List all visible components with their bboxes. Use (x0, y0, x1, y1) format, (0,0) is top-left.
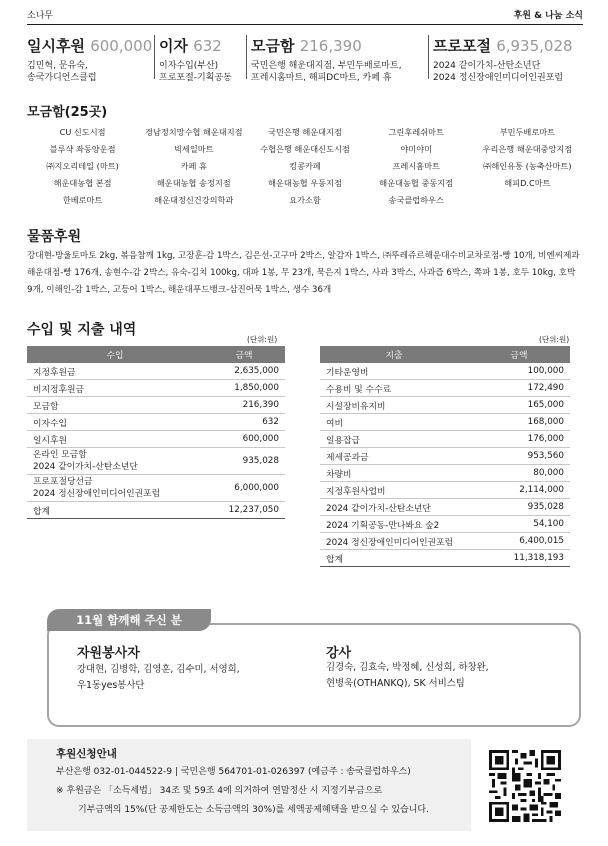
places-grid (27, 125, 583, 208)
table-row (27, 380, 285, 397)
place-item: 그린후레쉬마트 (388, 127, 444, 137)
place-item: 해운대농협 본점 (53, 178, 112, 188)
table-row (320, 448, 570, 465)
row-amount: 165,000 (468, 397, 570, 414)
volunteers-line: 우1동yes봉사단 (77, 680, 145, 691)
row-item-line: 온라인 모금함 (33, 450, 87, 460)
summary-line: 2024 같이가치-산탄소년단 (433, 61, 541, 71)
summary-line: 송국가디언스클럽 (27, 73, 97, 83)
place-item: 해운대정신건강의학과 (154, 195, 234, 205)
summary-amount: 216,390 (299, 37, 362, 55)
row-item-line: 2024 같이가치-산탄소년단 (33, 462, 138, 472)
total-label: 합계 (320, 550, 468, 567)
income-header-item: 수입 (27, 346, 203, 363)
table-row (320, 431, 570, 448)
row-item: 모금함 (27, 397, 203, 414)
lecturers-line: 김경숙, 김효숙, 박정혜, 신성희, 하창완, (326, 662, 489, 673)
table-row (320, 363, 570, 380)
summary-divider (428, 35, 429, 79)
row-item: 이자수입 (27, 414, 203, 431)
lecturers-title: 강사 (326, 646, 352, 661)
total-row (27, 502, 285, 519)
section-label: 소나무 (27, 11, 54, 21)
summary-proposal (433, 35, 573, 84)
row-amount: 54,100 (468, 516, 570, 533)
total-row (320, 550, 570, 567)
row-item: 차량비 (320, 465, 468, 482)
row-item: 2024 같이가치-산탄소년단 (320, 499, 468, 516)
table-row (320, 414, 570, 431)
summary-interest (159, 35, 232, 84)
row-item: 2024 정신장애인미디어인권포럼 (320, 533, 468, 550)
income-header-amount: 금액 (203, 346, 285, 363)
row-amount: 632 (203, 414, 285, 431)
row-item-line: 프로포절당선금 (33, 477, 93, 487)
goods-text: 강대현-방울토마토 2kg, 볶음참깨 1kg, 고장훈-감 1박스, 김은선-고구마 2박스, 알감자 1박스, ㈜뚜레쥬르해운대수비교차로점-빵 10개, 비엔씨제과해운대점-빵 176개, 송현수-감 2박스, 유숙-김치 100kg, 대파 1봉, 무 23개, 묵은지 1박스, 사과 3박스, 사과즙 6박스, 쪽파 1봉, 호두 10kg, 호박 9개, 이해인-감 1박스, 고등어 1박스, 해운대푸드뱅크-삼진어묵 1박스, 생수 36개 (27, 251, 580, 295)
place-item: 킹콩카페 (289, 161, 321, 171)
place-item: 블루샥 좌동양운점 (49, 144, 116, 154)
place-item: 송국클럽하우스 (388, 195, 444, 205)
place-item: 요가소함 (289, 195, 321, 205)
unit-label: (단위:원) (539, 335, 570, 344)
application-account: 부산은행 032-01-044522-9 | 국민은행 564701-01-026397 (예금주 : 송국클럽하우스) (56, 767, 411, 777)
summary-line: 국민은행 해운대지점, 부민두배로마트, (251, 61, 402, 71)
summary-line: 프레시홈마트, 해피DC마트, 카페 휴 (251, 73, 392, 83)
summary-onetime (27, 35, 152, 84)
row-item: 제세공과금 (320, 448, 468, 465)
row-amount: 172,490 (468, 380, 570, 397)
lecturers-line: 현병욱(OTHANKQ), SK 서비스팀 (326, 678, 465, 689)
place-item: 야미야미 (400, 144, 433, 154)
lecturers-list (326, 660, 489, 692)
row-amount: 2,114,000 (468, 482, 570, 499)
summary-amount: 600,000 (90, 37, 153, 55)
table-row (27, 363, 285, 380)
goods-title: 물품후원 (27, 229, 82, 245)
application-note: 기부금액의 15%(단 공제한도는 소득금액의 30%)를 세액공제혜택을 받으실 수 있습니다. (78, 805, 429, 815)
row-amount: 100,000 (468, 363, 570, 380)
row-amount: 168,000 (468, 414, 570, 431)
place-item: 부민두배로마트 (499, 127, 556, 137)
place-item: 경남정치망수협 해운대지점 (145, 127, 243, 137)
row-amount: 1,850,000 (203, 380, 285, 397)
place-item: 빅세일마트 (174, 144, 214, 154)
row-item: 시설장비유지비 (320, 397, 468, 414)
row-amount: 935,028 (468, 499, 570, 516)
summary-line: 김민혁, 문유숙, (27, 61, 88, 71)
summary-divider (154, 35, 155, 79)
row-amount: 216,390 (203, 397, 285, 414)
place-item: 국민은행 해운대지점 (268, 127, 342, 137)
header-divider (27, 24, 583, 25)
place-item: 해운대농협 송정지점 (156, 178, 231, 188)
summary-line: 이자수입(부산) (159, 61, 219, 71)
row-item (27, 448, 203, 475)
place-item: CU 신도시점 (59, 127, 106, 137)
summary-amount: 6,935,028 (496, 37, 573, 55)
place-item: ㈜지오리테일 (마트) (46, 161, 119, 171)
total-label: 합계 (27, 502, 203, 519)
summary-title: 모금함 (251, 37, 295, 55)
summary-divider (246, 35, 247, 79)
total-amount: 12,237,050 (203, 502, 285, 519)
row-item-line: 2024 정신장애인미디어인권포럼 (33, 489, 161, 499)
place-item: 해피D.C마트 (504, 178, 551, 188)
place-item: 카페 휴 (180, 161, 207, 171)
section-category: 후원 & 나눔 소식 (513, 11, 583, 21)
volunteers-line: 강대현, 김병학, 김영훈, 김수미, 서영희, (77, 664, 240, 675)
row-item: 비지정후원금 (27, 380, 203, 397)
row-item: 일용잡급 (320, 431, 468, 448)
row-item: 기타운영비 (320, 363, 468, 380)
row-item: 수용비 및 수수료 (320, 380, 468, 397)
table-row (320, 533, 570, 550)
row-item: 지정후원금 (27, 363, 203, 380)
finance-title: 수입 및 지출 내역 (27, 322, 137, 338)
table-row (320, 516, 570, 533)
table-row (27, 397, 285, 414)
summary-line: 2024 정신장애인미디어인권포럼 (433, 73, 564, 83)
table-row (27, 414, 285, 431)
row-amount: 2,635,000 (203, 363, 285, 380)
row-item: 일시후원 (27, 431, 203, 448)
summary-amount: 632 (193, 37, 222, 55)
income-table (27, 346, 285, 519)
row-amount: 953,560 (468, 448, 570, 465)
row-amount: 6,000,000 (203, 475, 285, 502)
place-item (472, 193, 583, 208)
row-amount: 600,000 (203, 431, 285, 448)
summary-title: 이자 (159, 37, 188, 55)
table-row (27, 475, 285, 502)
row-amount: 176,000 (468, 431, 570, 448)
application-title: 후원신청안내 (56, 748, 117, 760)
place-item: 우리은행 해운대중앙지점 (482, 144, 573, 154)
qr-code-icon[interactable] (489, 750, 561, 822)
summary-line: 프로포절-기획공동 (159, 73, 232, 83)
unit-label: (단위:원) (247, 335, 278, 344)
place-item: 수협은행 해운대신도시점 (260, 144, 350, 154)
summary-title: 일시후원 (27, 37, 85, 55)
place-item: ㈜해인유통 (농축산마트) (483, 161, 572, 171)
summary-title: 프로포절 (433, 37, 491, 55)
volunteers-title: 자원봉사자 (77, 646, 140, 661)
volunteers-list (77, 662, 240, 694)
row-item: 지정후원사업비 (320, 482, 468, 499)
row-amount: 935,028 (203, 448, 285, 475)
expense-header-amount: 금액 (468, 346, 570, 363)
place-item: 프레시홈마트 (392, 161, 440, 171)
table-row (320, 482, 570, 499)
table-row (320, 397, 570, 414)
table-row (320, 465, 570, 482)
table-row (27, 431, 285, 448)
row-amount: 80,000 (468, 465, 570, 482)
table-row (320, 380, 570, 397)
row-item: 여비 (320, 414, 468, 431)
table-row (27, 448, 285, 475)
total-amount: 11,318,193 (468, 550, 570, 567)
expense-header-item: 지출 (320, 346, 468, 363)
places-title: 모금함(25곳) (27, 105, 108, 120)
place-item: 한베로마트 (62, 195, 103, 205)
application-note: ※ 후원금은 「소득세법」 34조 및 59조 4에 의거하여 연말정산 시 지정기부금으로 (56, 786, 383, 796)
row-amount: 6,400,015 (468, 533, 570, 550)
row-item: 2024 기획공동-만나봐요 숲2 (320, 516, 468, 533)
summary-donation-box (251, 35, 402, 84)
place-item: 해운대농협 중동지점 (379, 178, 454, 188)
table-row (320, 499, 570, 516)
expense-table (320, 346, 570, 567)
november-tab: 11월 함께해 주신 분 (47, 609, 211, 631)
place-item: 해운대농협 우동지점 (268, 178, 342, 188)
row-item (27, 475, 203, 502)
